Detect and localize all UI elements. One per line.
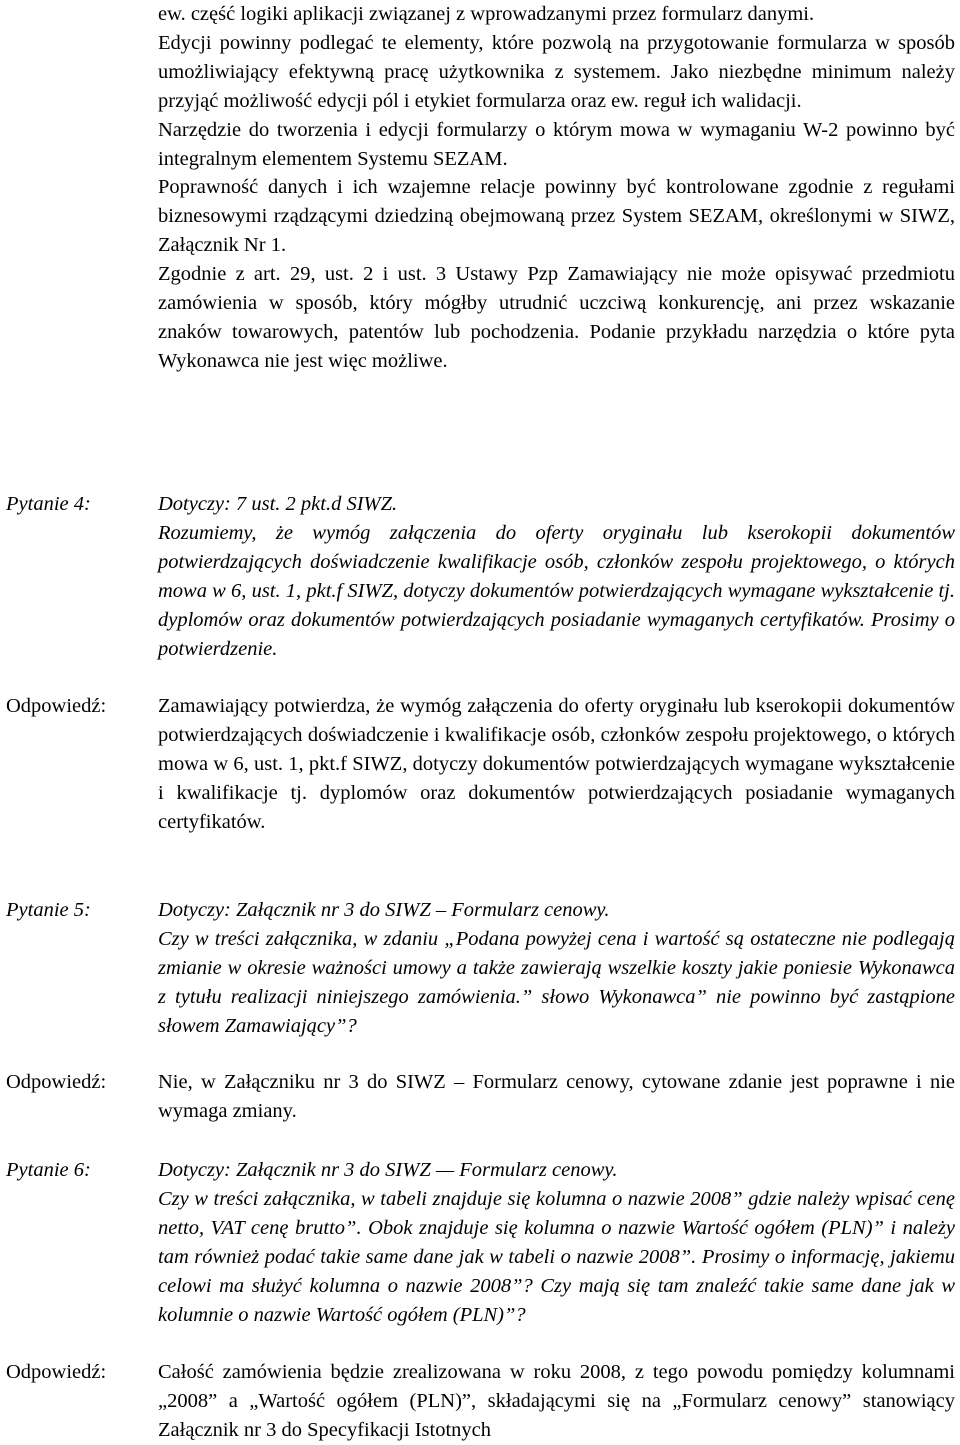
- question-5-text: Czy w treści załącznika, w zdaniu „Podana powyżej cena i wartość są ostateczne nie podlegają zmianie w okresie ważności umowy a także zawierają wszelkie koszty jakie poniesie Wykonawca z tytułu realizacji niniejszego zamówienia.” słowo Wykonawca” nie powinno być zastąpione słowem Zamawiający”?: [158, 927, 955, 1037]
- answer-5-label: Odpowiedź:: [6, 1071, 107, 1093]
- question-6-body: [158, 1156, 955, 1329]
- question-4-label: Pytanie 4:: [6, 493, 91, 515]
- intro-paragraph-3: Narzędzie do tworzenia i edycji formularzy o którym mowa w wymaganiu W-2 powinno być integralnym elementem Systemu SEZAM.: [158, 118, 955, 170]
- question-4-ref: Dotyczy: 7 ust. 2 pkt.d SIWZ.: [158, 493, 398, 515]
- answer-6-text: Całość zamówienia będzie zrealizowana w roku 2008, z tego powodu pomiędzy kolumnami „2008” a „Wartość ogółem (PLN)”, składającymi się na „Formularz cenowy” stanowiący Załącznik nr 3 do Specyfikacji Istotnych: [158, 1361, 955, 1441]
- question-5-label: Pytanie 5:: [6, 899, 91, 921]
- answer-5-text: Nie, w Załączniku nr 3 do SIWZ – Formularz cenowy, cytowane zdanie jest poprawne i nie wymaga zmiany.: [158, 1071, 955, 1122]
- question-6-label: Pytanie 6:: [6, 1159, 91, 1181]
- intro-paragraph-5: Zgodnie z art. 29, ust. 2 i ust. 3 Ustawy Pzp Zamawiający nie może opisywać przedmiotu zamówienia w sposób, który mógłby utrudnić uczciwą konkurencję, ani przez wskazanie znaków towarowych, patentów lub pochodzenia. Podanie przykładu narzędzia o które pyta Wykonawca nie jest więc możliwe.: [158, 263, 955, 372]
- question-4-body: [158, 490, 955, 663]
- answer-6-body: [158, 1358, 955, 1445]
- answer-4-body: [158, 692, 955, 837]
- intro-paragraph-1: ew. część logiki aplikacji związanej z wprowadzanymi przez formularz danymi.: [158, 3, 815, 25]
- intro-paragraph-4: Poprawność danych i ich wzajemne relacje powinny być kontrolowane zgodnie z regułami biznesowymi rządzącymi dziedziną obejmowaną przez System SEZAM, określonymi w SIWZ, Załącznik Nr 1.: [158, 176, 955, 257]
- answer-4-text: Zamawiający potwierdza, że wymóg załączenia do oferty oryginału lub kserokopii dokumentów potwierdzających doświadczenie i kwalifikacje osób, członków zespołu projektowego, o których mowa w 6, ust. 1, pkt.f SIWZ, dotyczy dokumentów potwierdzających wymagane wykształcenie i kwalifikacje tj. dyplomów oraz dokumentów potwierdzających posiadanie wymaganych certyfikatów.: [158, 695, 955, 833]
- question-5-ref: Dotyczy: Załącznik nr 3 do SIWZ – Formularz cenowy.: [158, 899, 610, 921]
- answer-5-body: [158, 1068, 955, 1126]
- intro-paragraph-2: Edycji powinny podlegać te elementy, które pozwolą na przygotowanie formularza w sposób umożliwiający efektywną pracę użytkownika z systemem. Jako niezbędne minimum należy przyjąć możliwość edycji pól i etykiet formularza oraz ew. reguł ich walidacji.: [158, 31, 955, 112]
- answer-4-label: Odpowiedź:: [6, 695, 107, 717]
- intro-body: [158, 0, 955, 376]
- question-6-ref: Dotyczy: Załącznik nr 3 do SIWZ — Formularz cenowy.: [158, 1159, 618, 1181]
- answer-6-label: Odpowiedź:: [6, 1361, 107, 1383]
- question-4-text: Rozumiemy, że wymóg załączenia do oferty oryginału lub kserokopii dokumentów potwierdzających doświadczenie kwalifikacje osób, członków zespołu projektowego, o których mowa w 6, ust. 1, pkt.f SIWZ, dotyczy dokumentów potwierdzających wymagane wykształcenie tj. dyplomów oraz dokumentów potwierdzających posiadanie wymaganych certyfikatów. Prosimy o potwierdzenie.: [158, 521, 955, 660]
- question-5-body: [158, 896, 955, 1041]
- question-6-text: Czy w treści załącznika, w tabeli znajduje się kolumna o nazwie 2008” gdzie należy wpisać cenę netto, VAT cenę brutto”. Obok znajduje się kolumna o nazwie Wartość ogółem (PLN)” i należy tam również podać takie same dane jak w tabeli o nazwie 2008”. Prosimy o informację, jakiemu celowi ma służyć kolumna o nazwie 2008”? Czy mają się tam znaleźć takie same dane jak w kolumnie o nazwie Wartość ogółem (PLN)”?: [158, 1187, 955, 1326]
